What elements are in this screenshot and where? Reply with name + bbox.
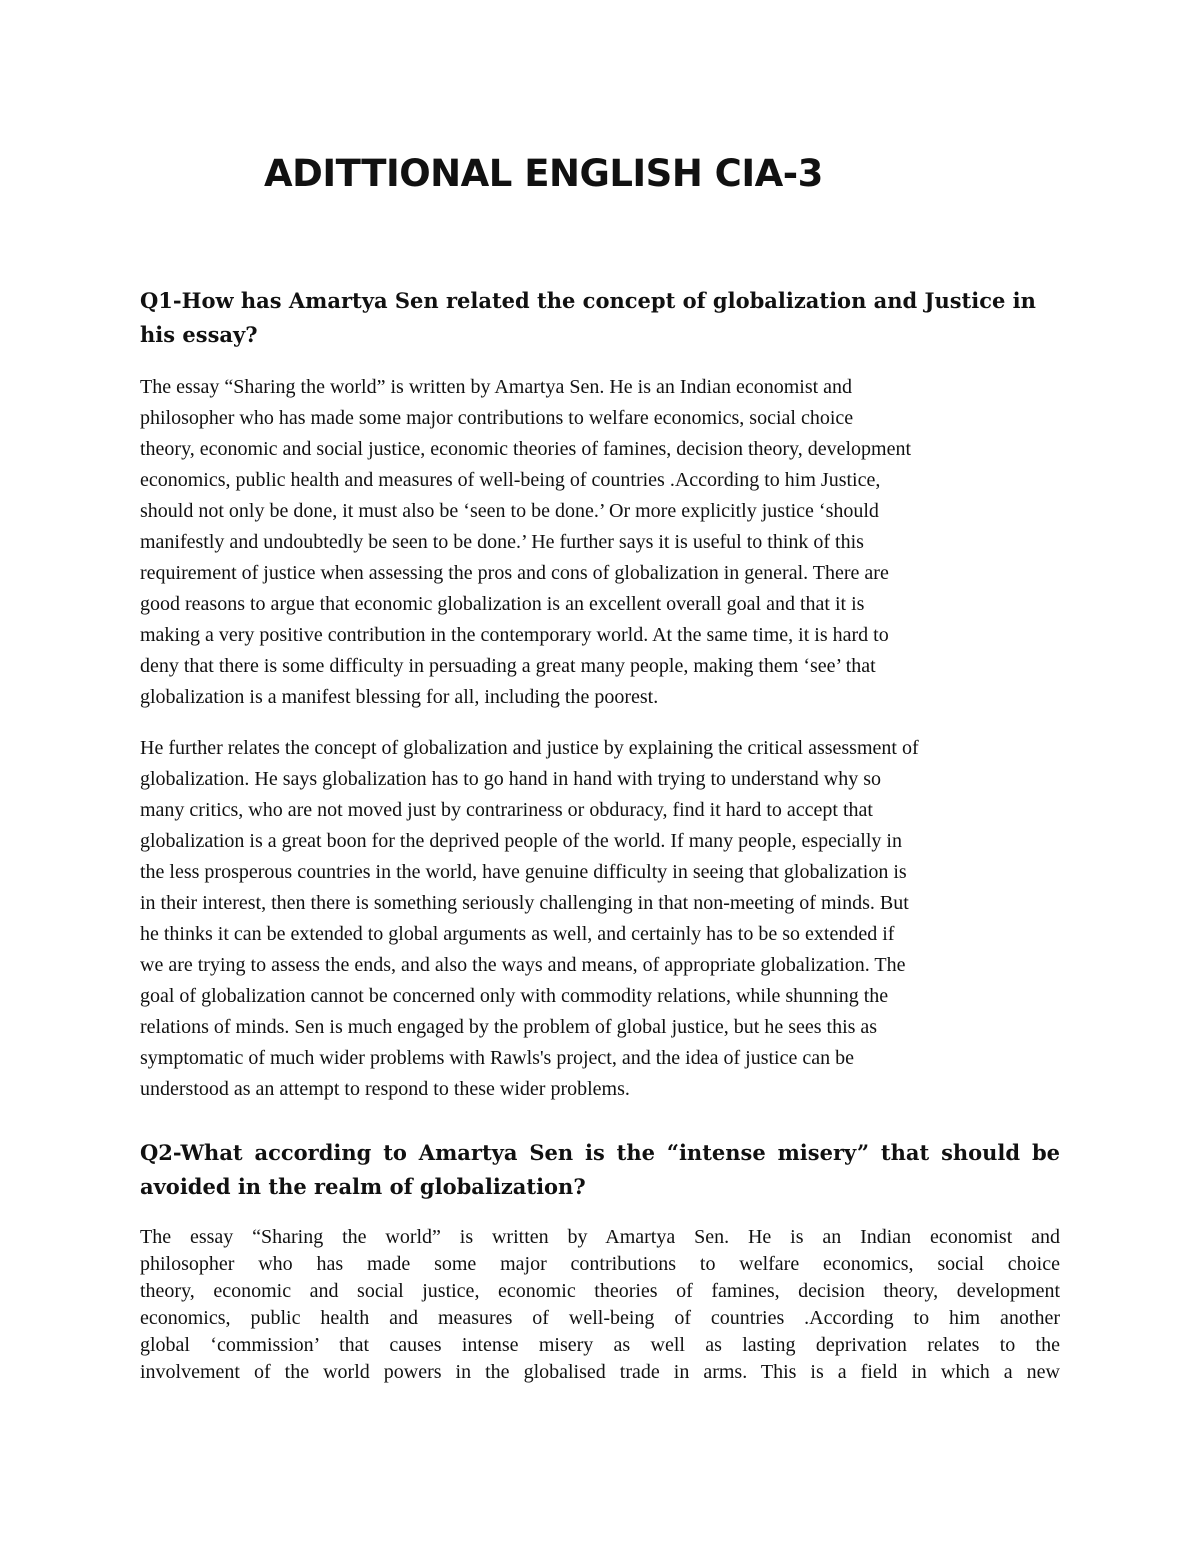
paragraph-line: relations of minds. Sen is much engaged by the problem of global justice, but he sees this as xyxy=(140,1016,878,1038)
paragraph-line: many critics, who are not moved just by contrariness or obduracy, find it hard to accept that xyxy=(140,799,873,821)
paragraph-line: good reasons to argue that economic globalization is an excellent overall goal and that it is xyxy=(140,593,865,615)
answer-1-paragraph-1 xyxy=(140,372,1060,713)
question-1-heading-line: his essay? xyxy=(140,322,258,347)
answer-1-paragraph-2 xyxy=(140,733,1060,1105)
paragraph-line: the less prosperous countries in the world, have genuine difficulty in seeing that globalization is xyxy=(140,861,907,883)
paragraph-line: globalization is a manifest blessing for all, including the poorest. xyxy=(140,686,659,708)
question-1-heading xyxy=(140,284,1060,352)
paragraph-line: deny that there is some difficulty in persuading a great many people, making them ‘see’ that xyxy=(140,655,876,677)
paragraph-line: he thinks it can be extended to global arguments as well, and certainly has to be so extended if xyxy=(140,923,895,945)
paragraph-line: requirement of justice when assessing the pros and cons of globalization in general. There are xyxy=(140,562,889,584)
paragraph-line: philosopher who has made some major contributions to welfare economics, social choice xyxy=(140,407,854,429)
paragraph-line: involvement of the world powers in the globalised trade in arms. This is a field in which a new xyxy=(140,1361,1060,1383)
paragraph-line: globalization is a great boon for the deprived people of the world. If many people, especially in xyxy=(140,830,902,852)
paragraph-line: economics, public health and measures of well-being of countries .According to him another xyxy=(140,1307,1060,1329)
paragraph-line: globalization. He says globalization has to go hand in hand with trying to understand why so xyxy=(140,768,881,790)
paragraph-line: understood as an attempt to respond to these wider problems. xyxy=(140,1078,630,1100)
paragraph-line: we are trying to assess the ends, and also the ways and means, of appropriate globalization. The xyxy=(140,954,906,976)
paragraph-line: making a very positive contribution in the contemporary world. At the same time, it is hard to xyxy=(140,624,889,646)
question-1-heading-line: Q1-How has Amartya Sen related the concept of globalization and Justice in xyxy=(140,288,1036,313)
paragraph-line: philosopher who has made some major contributions to welfare economics, social choice xyxy=(140,1253,1060,1275)
paragraph-line: should not only be done, it must also be ‘seen to be done.’ Or more explicitly justice ‘should xyxy=(140,500,879,522)
paragraph-line: economics, public health and measures of well-being of countries .According to him Justice, xyxy=(140,469,881,491)
document-title: ADITTIONAL ENGLISH CIA-3 xyxy=(264,152,823,195)
paragraph-line: in their interest, then there is something seriously challenging in that non-meeting of minds. But xyxy=(140,892,909,914)
paragraph-line: theory, economic and social justice, economic theories of famines, decision theory, development xyxy=(140,438,912,460)
paragraph-line: global ‘commission’ that causes intense misery as well as lasting deprivation relates to the xyxy=(140,1334,1060,1356)
paragraph-line: The essay “Sharing the world” is written by Amartya Sen. He is an Indian economist and xyxy=(140,376,853,398)
paragraph-line: He further relates the concept of globalization and justice by explaining the critical assessment of xyxy=(140,737,919,759)
paragraph-line: symptomatic of much wider problems with Rawls's project, and the idea of justice can be xyxy=(140,1047,854,1069)
paragraph-line: theory, economic and social justice, economic theories of famines, decision theory, development xyxy=(140,1280,1060,1302)
question-2-heading: Q2-What according to Amartya Sen is the “intense misery” that should be avoided in the realm of globalization? xyxy=(140,1140,1060,1199)
answer-2-paragraph-1 xyxy=(140,1224,1060,1386)
paragraph-line: The essay “Sharing the world” is written by Amartya Sen. He is an Indian economist and xyxy=(140,1226,1060,1248)
paragraph-line: goal of globalization cannot be concerned only with commodity relations, while shunning the xyxy=(140,985,889,1007)
paragraph-line: manifestly and undoubtedly be seen to be done.’ He further says it is useful to think of this xyxy=(140,531,864,553)
